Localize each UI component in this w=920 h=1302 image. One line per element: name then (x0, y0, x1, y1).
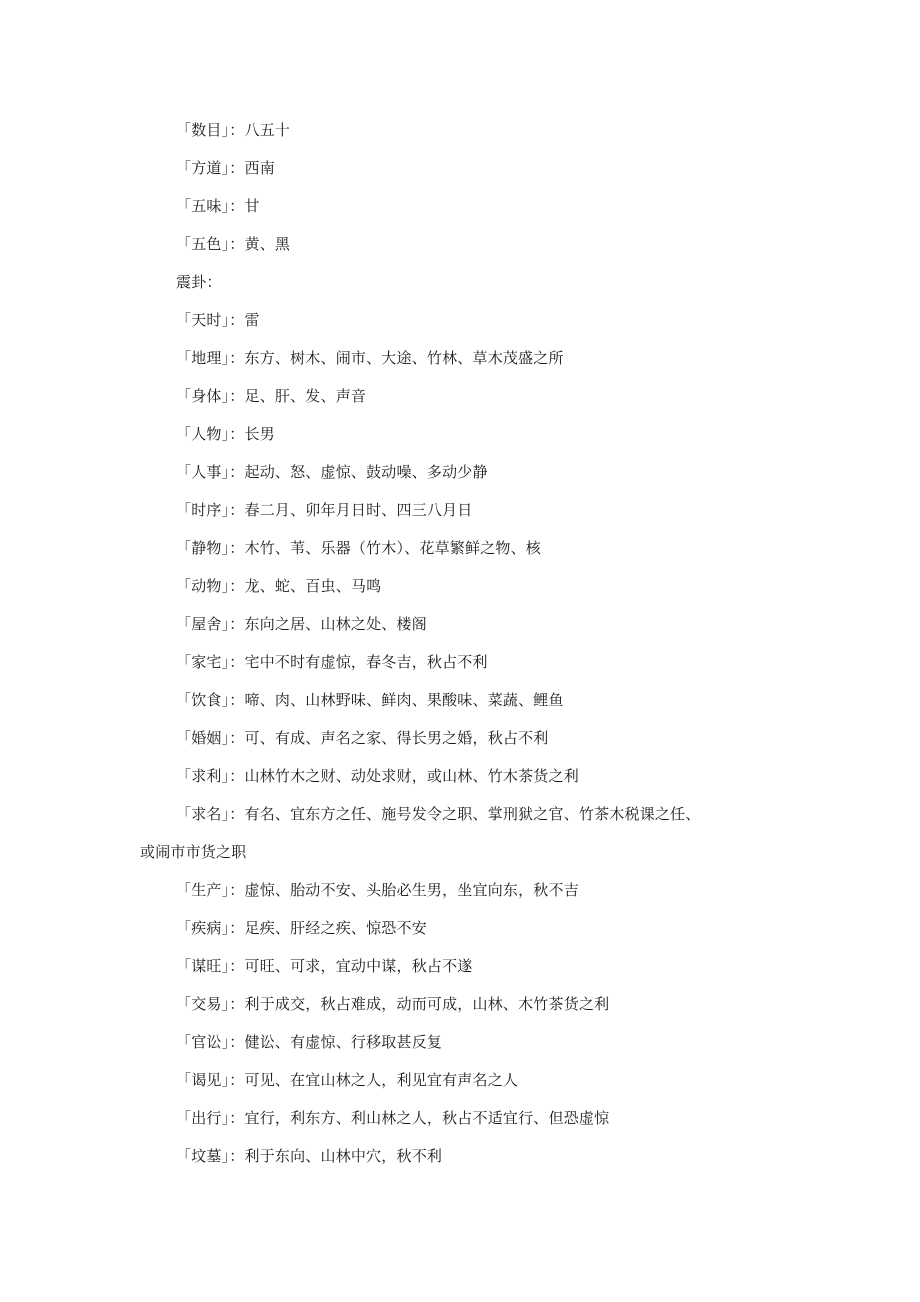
text-paragraph-qiuming (140, 800, 760, 876)
text-line-jibing: 「疾病」：足疾、肝经之疾、惊恐不安 (176, 919, 427, 937)
text-line-fangdao: 「方道」：西南 (176, 159, 275, 177)
text-line-qiuming: 「求名」：有名、宜东方之任、施号发令之职、掌刑狱之官、竹茶木税课之任、 (176, 805, 701, 823)
text-line-shengchan: 「生产」：虚惊、胎动不安、头胎必生男，坐宜向东，秋不吉 (176, 881, 579, 899)
text-line-jiaoyi: 「交易」：利于成交，秋占难成，动而可成，山林、木竹茶货之利 (176, 995, 610, 1013)
text-line-wuwei: 「五味」：甘 (176, 197, 260, 215)
text-line-wuse: 「五色」：黄、黑 (176, 235, 291, 253)
text-line-dili: 「地理」：东方、树木、闹市、大途、竹林、草木茂盛之所 (176, 349, 564, 367)
text-line-shenti: 「身体」：足、肝、发、声音 (176, 387, 367, 405)
text-line-shixu: 「时序」：春二月、卯年月日时、四三八月日 (176, 501, 473, 519)
text-line-hunyin: 「婚姻」：可、有成、声名之家、得长男之婚，秋占不利 (176, 729, 549, 747)
section-heading-zhengua: 震卦： (176, 273, 222, 291)
text-line-renwu: 「人物」：长男 (176, 425, 275, 443)
text-line-shumu: 「数目」：八五十 (176, 121, 291, 139)
text-line-chuxing: 「出行」：宜行，利东方、利山林之人，秋占不适宜行、但恐虚惊 (176, 1109, 610, 1127)
text-line-mouwang: 「谋旺」：可旺、可求，宜动中谋，秋占不遂 (176, 957, 473, 975)
text-line-renshi: 「人事」：起动、怒、虚惊、鼓动噪、多动少静 (176, 463, 488, 481)
text-line-guansong: 「官讼」：健讼、有虚惊、行移取甚反复 (176, 1033, 443, 1051)
text-line-yinshi: 「饮食」：啼、肉、山林野味、鲜肉、果酸味、菜蔬、鲤鱼 (176, 691, 564, 709)
text-line-wushe: 「屋舍」：东向之居、山林之处、楼阁 (176, 615, 427, 633)
text-body (140, 116, 760, 1180)
text-line-dongwu: 「动物」：龙、蛇、百虫、马鸣 (176, 577, 382, 595)
text-line-jiazhai: 「家宅」：宅中不时有虚惊，春冬吉，秋占不利 (176, 653, 488, 671)
text-line-fenmu: 「坟墓」：利于东向、山林中穴，秋不利 (176, 1147, 443, 1165)
text-line-qiuli: 「求利」：山林竹木之财、动处求财，或山林、竹木茶货之利 (176, 767, 579, 785)
text-line-yejian: 「谒见」：可见、在宜山林之人，利见宜有声名之人 (176, 1071, 519, 1089)
text-line-jingwu: 「静物」：木竹、苇、乐器（竹木）、花草繁鲜之物、核 (176, 539, 542, 557)
text-line-tianshi: 「天时」：雷 (176, 311, 260, 329)
text-line-qiuming-continued: 或闹市市货之职 (140, 843, 247, 861)
